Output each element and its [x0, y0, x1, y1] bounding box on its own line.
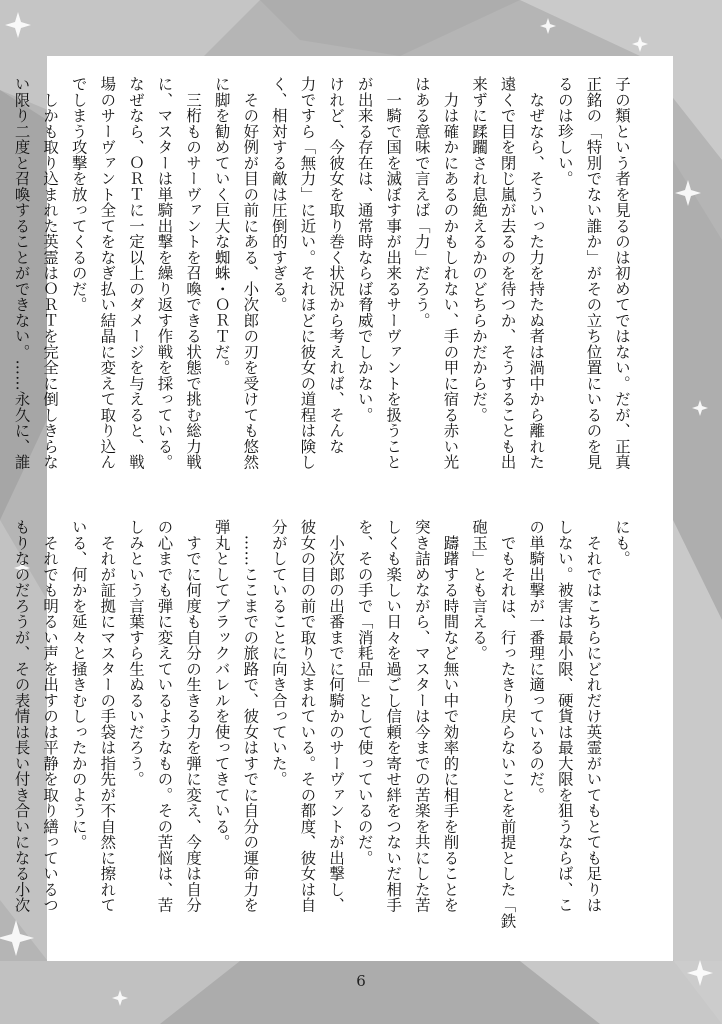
text-line: 子の類という者を見るのは初めてではない。だが、正真	[613, 76, 631, 470]
text-line: が出来る存在は、通常時ならば脅威でしかない。	[355, 76, 374, 423]
text-line: その好例が目の前にある、小次郎の刃を受けても悠然	[241, 76, 260, 470]
text-line: 遠くで目を閉じ嵐が去るのを待つか、そうすることも出	[498, 76, 517, 470]
page-number: 6	[356, 972, 366, 990]
text-line: く、相対する敵は圧倒的すぎる。	[269, 76, 288, 313]
text-line: に脚を勧めていく巨大な蜘蛛・ＯＲＴだ。	[212, 76, 231, 376]
text-line: 分がしていることに向き合っていた。	[269, 519, 288, 787]
text-line: でもそれは、行ったきり戻らないことを前提とした「鉄	[498, 519, 517, 929]
text-line: なぜなら、ＯＲＴに一定以上のダメージを与えると、戦	[126, 76, 145, 470]
text-line: けれど、今彼女を取り巻く状況から考えれば、そんな	[327, 76, 346, 454]
text-line: それでも明るい声を出すのは平静を取り繕っているつ	[41, 519, 60, 913]
text-line: しみという言葉すら生ぬるいだろう。	[126, 519, 145, 787]
text-line: い限り二度と召喚することができない。……永久に、誰	[12, 76, 31, 470]
text-line: 場のサーヴァント全てをなぎ払い結晶に変えて取り込ん	[98, 76, 117, 470]
text-line: はある意味で言えば「力」だろう。	[412, 76, 431, 328]
text-line: 正銘の「特別でない誰か」がその立ち位置にいるのを見	[584, 76, 603, 470]
text-line: もりなのだろうが、その表情は長い付き合いになる小次	[12, 519, 31, 913]
text-line: に、マスターは単騎出撃を繰り返す作戦を採っている。	[155, 76, 174, 470]
text-line: 砲玉」とも言える。	[470, 519, 489, 661]
text-line: 躊躇する時間など無い中で効率的に相手を削ることを	[441, 519, 460, 913]
text-line: 小次郎の出番までに何騎かのサーヴァントが出撃し、	[327, 519, 346, 913]
text-line: 弾丸としてブラックバレルを使ってきている。	[212, 519, 231, 850]
text-line: それではこちらにどれだけ英霊がいてもとても足りは	[584, 519, 603, 913]
text-line: なぜなら、そういった力を持たぬ者は渦中から離れた	[527, 76, 546, 470]
text-line: 一騎で国を滅ぼす事が出来るサーヴァントを扱うこと	[384, 76, 403, 470]
text-line: 力は確かにあるのかもしれない、手の甲に宿る赤い光	[441, 76, 460, 470]
text-line: を、その手で「消耗品」として使っているのだ。	[355, 519, 374, 866]
text-line: でしまう攻撃を放ってくるのだ。	[69, 76, 88, 313]
text-line: 来ずに蹂躙され息絶えるかのどちらかだからだ。	[470, 76, 489, 423]
text-line: しない。被害は最小限、硬貨は最大限を狙うならば、こ	[555, 519, 574, 913]
text-line: 彼女の目の前で取り込まれている。その都度、彼女は自	[298, 519, 317, 913]
text-line: それが証拠にマスターの手袋は指先が不自然に擦れて	[98, 519, 117, 913]
text-line: るのは珍しい。	[555, 76, 574, 187]
text-line: すでに何度も自分の生きる力を弾に変え、今度は自分	[184, 519, 203, 913]
text-line: にも。	[613, 519, 631, 567]
text-line: の単騎出撃が一番理に適っているのだ。	[527, 519, 546, 803]
text-line: しかも取り込まれた英霊はＯＲＴを完全に倒しきらな	[41, 76, 60, 470]
text-block-top	[7, 76, 636, 486]
text-line: 力ですら「無力」に近い。それほどに彼女の道程は険し	[298, 76, 317, 470]
text-line: しくも楽しい日々を過ごし信頼を寄せ絆をつないだ相手	[384, 519, 403, 913]
text-line: ……ここまでの旅路で、彼女はすでに自分の運命力を	[241, 519, 260, 913]
text-line: 突き詰めながら、マスターは今までの苦楽を共にした苦	[412, 519, 431, 913]
text-line: いる、何かを延々と掻きむしったかのように。	[69, 519, 88, 850]
text-block-bottom	[7, 519, 636, 929]
page-paper	[12, 56, 673, 961]
text-line: 三桁ものサーヴァントを召喚できる状態で挑む総力戦	[184, 76, 203, 470]
text-line: の心までも弾に変えているようなもの。その苦悩は、苦	[155, 519, 174, 913]
